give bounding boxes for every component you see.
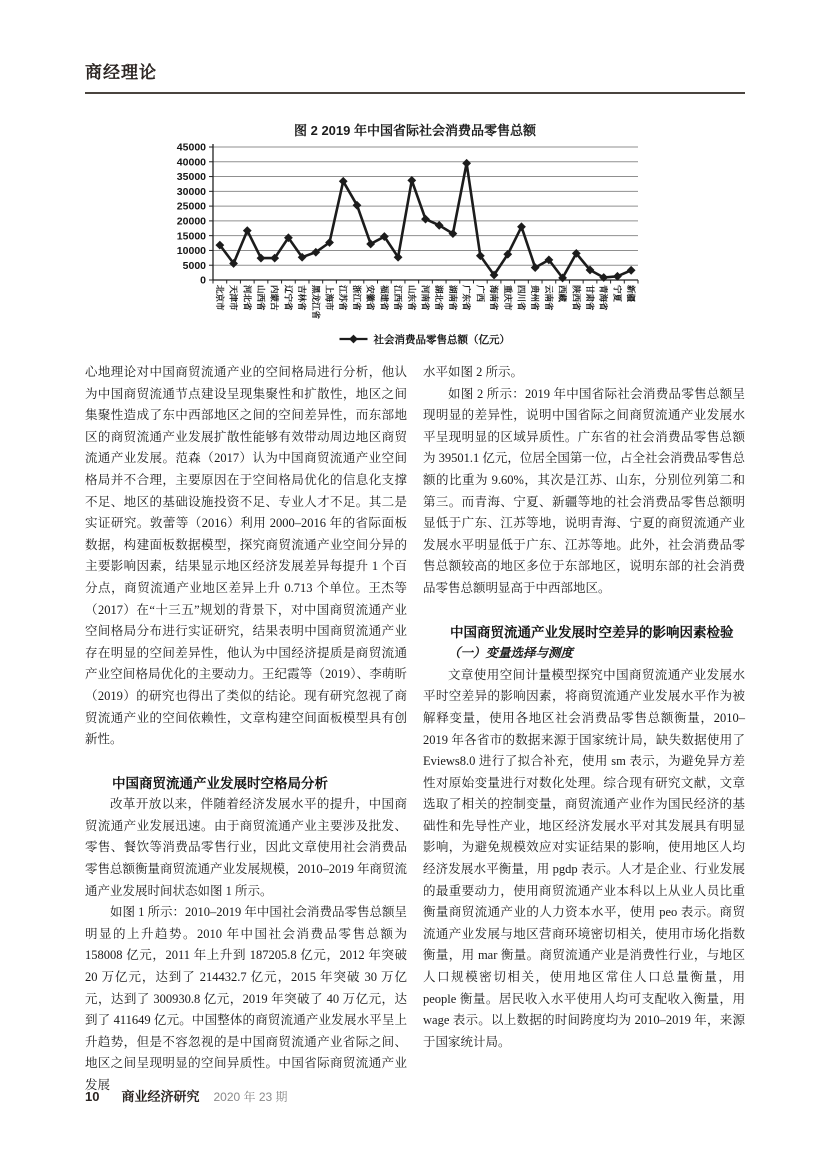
y-axis-tick-label: 15000 (176, 230, 206, 243)
x-axis-tick-label: 浙江省 (352, 285, 362, 311)
data-point-marker (243, 226, 252, 235)
y-axis-tick-label: 30000 (176, 185, 206, 198)
data-point-marker (257, 254, 266, 263)
x-axis-tick-label: 陕西省 (571, 285, 582, 311)
x-axis-tick-label: 云南省 (543, 285, 554, 311)
x-axis-tick-label: 广西 (475, 285, 486, 303)
x-axis-tick-label: 海南省 (489, 285, 499, 311)
x-axis-tick-label: 湖南省 (447, 285, 458, 311)
journal-name: 商业经济研究 (121, 1089, 200, 1104)
x-axis-tick-label: 江苏省 (338, 285, 349, 311)
x-axis-tick-label: 福建省 (379, 285, 390, 311)
y-axis-tick-label: 35000 (176, 171, 206, 184)
paragraph: 水平如图 2 所示。 (423, 365, 524, 379)
legend-marker-icon (349, 335, 358, 344)
y-axis-tick-label: 0 (200, 274, 206, 287)
figure-title: 图 2 2019 年中国省际社会消费品零售总额 (294, 123, 536, 138)
data-point-marker (462, 159, 471, 168)
data-point-marker (517, 222, 526, 231)
right-column (423, 362, 745, 1097)
legend-label: 社会消费品零售总额（亿元） (373, 333, 510, 346)
x-axis-tick-label: 吉林省 (297, 285, 308, 311)
paragraph: 如图 1 所示：2010–2019 年中国社会消费品零售总额呈明显的上升趋势。2010 年中国社会消费品零售总额为 158008 亿元，2011 年上升到 187205.8 亿元，2012 年突破 20 万亿元，达到了 214432.7 亿元，2015 年突破 30 万亿元，达到了 300930.8 亿元，2019 年突破了 40 万亿元，达到了 411649 亿元。中国整体的商贸流通产业发展水平呈上升趋势，但是不容忽视的是中国商贸流通产业省际之间、地区之间呈现明显的空间异质性。中国省际商贸流通产业发展 (85, 905, 407, 1092)
x-axis-tick-label: 广东省 (461, 285, 472, 311)
x-axis-tick-label: 四川省 (516, 285, 527, 311)
x-axis-tick-label: 安徽省 (365, 285, 376, 311)
y-axis-tick-label: 25000 (176, 200, 206, 213)
y-axis-tick-label: 45000 (176, 142, 206, 154)
x-axis-tick-label: 河南省 (420, 285, 431, 311)
page-header: 商经理论 (85, 58, 745, 94)
data-point-marker (407, 176, 416, 185)
data-point-marker (627, 266, 636, 275)
x-axis-tick-label: 北京市 (214, 285, 225, 311)
paragraph: 文章使用空间计量模型探究中国商贸流通产业发展水平时空差异的影响因素，将商贸流通产业发展水平作为被解释变量，使用各地区社会消费品零售总额衡量，2010–2019 年各省市的数据来源于国家统计局，缺失数据使用了 Eviews8.0 进行了拟合补充，使用 sm 表示，为避免异方差性对原始变量进行对数化处理。综合现有研究文献，文章选取了相关的控制变量，商贸流通产业作为国民经济的基础性和先导性产业，地区经济发展水平对其发展具有明显影响，为避免规模效应对实证结果的影响，使用地区人均经济发展水平衡量，用 pgdp 表示。人才是企业、行业发展的最重要动力，使用商贸流通产业本科以上从业人员比重衡量商贸流通产业的人力资本水平，使用 peo 表示。商贸流通产业发展与地区营商环境密切相关，使用市场化指数衡量，用 mar 衡量。商贸流通产业是消费性行业，与地区人口规模密切相关，使用地区常住人口总量衡量，用 people 衡量。居民收入水平使用人均可支配收入衡量，用 wage 表示。以上数据的时间跨度均为 2010–2019 年，来源于国家统计局。 (423, 667, 745, 1049)
x-axis-tick-label: 天津市 (228, 285, 239, 311)
x-axis-tick-label: 上海市 (324, 285, 335, 311)
left-column (85, 362, 407, 1097)
x-axis-tick-label: 辽宁省 (283, 285, 294, 311)
x-axis-tick-label: 甘肃省 (585, 285, 595, 311)
paragraph: 心地理论对中国商贸流通产业的空间格局进行分析，他认为中国商贸流通节点建设呈现集聚性和扩散性，地区之间集聚性造成了东中西部地区之间的空间差异性，而东部地区的商贸流通产业发展扩散性能够有效带动周边地区商贸流通产业发展。范森（2017）认为中国商贸流通产业空间格局并不合理，主要原因在于空间格局优化的信息化支撑不足、地区的基础设施投资不足、专业人才不足。其二是实证研究。敦蕾等（2016）利用 2000–2016 年的省际面板数据，构建面板数据模型，探究商贸流通产业空间分异的主要影响因素，结果显示地区经济发展差异每提升 1 个百分点，商贸流通产业地区差异上升 0.713 个单位。王杰等（2017）在“十三五”规划的背景下，对中国商贸流通产业空间格局分布进行实证研究，结果表明中国商贸流通产业存在明显的空间差异性，他认为中国经济提质是商贸流通产业空间格局优化的主要动力。王纪霞等（2019）、李萌昕（2019）的研究也得出了类似的结论。现有研究忽视了商贸流通产业的空间依赖性，文章构建空间面板模型具有创新性。 (85, 365, 407, 747)
paragraph: 如图 2 所示：2019 年中国省际社会消费品零售总额呈现明显的差异性，说明中国省际之间商贸流通产业发展水平呈现明显的区域异质性。广东省的社会消费品零售总额为 39501.1 亿元，位居全国第一位，占全社会消费品零售总额的比重为 9.60%，其次是江苏、山东，分别位列第二和第三。而青海、宁夏、新疆等地的社会消费品零售总额明显低于广东、江苏等地，说明青海、宁夏的商贸流通产业发展水平明显低于广东、江苏等地。此外，社会消费品零售总额较高的地区多位于东部地区，说明东部的社会消费品零售总额明显高于中西部地区。 (423, 386, 745, 595)
x-axis-tick-label: 江西省 (393, 285, 404, 311)
x-axis-tick-label: 宁夏 (612, 285, 623, 303)
x-axis-tick-label: 贵州省 (530, 285, 541, 311)
x-axis-tick-label: 山西省 (256, 285, 266, 311)
x-axis-tick-label: 内蒙古 (269, 285, 280, 311)
page-footer (85, 1086, 288, 1105)
x-axis-tick-label: 重庆市 (502, 285, 513, 311)
y-axis-tick-label: 40000 (176, 156, 206, 169)
paragraph: 改革开放以来，伴随着经济发展水平的提升，中国商贸流通产业发展迅速。由于商贸流通产业主要涉及批发、零售、餐饮等消费品零售行业，因此文章使用社会消费品零售总额衡量商贸流通产业发展规模，2010–2019 年商贸流通产业发展时间状态如图 1 所示。 (85, 797, 407, 898)
x-axis-tick-label: 青海省 (598, 285, 609, 311)
y-axis-tick-label: 5000 (182, 259, 206, 272)
x-axis-tick-label: 黑龙江省 (310, 285, 321, 320)
figure-2-block (85, 122, 745, 354)
article-columns (85, 362, 745, 1097)
section-heading: 中国商贸流通产业发展时空差异的影响因素检验 (450, 624, 734, 640)
x-axis-tick-label: 新疆 (626, 285, 637, 303)
subsection-heading: （一）变量选择与测度 (448, 646, 574, 661)
issue-label: 2020 年 23 期 (213, 1090, 288, 1104)
x-axis-tick-label: 河北省 (242, 285, 253, 311)
y-axis-tick-label: 20000 (176, 215, 206, 228)
section-heading: 中国商贸流通产业发展时空格局分析 (112, 775, 328, 791)
y-axis-tick-label: 10000 (176, 245, 206, 258)
x-axis-tick-label: 西藏 (557, 285, 568, 303)
x-axis-tick-label: 湖北省 (434, 285, 445, 311)
page-number: 10 (85, 1089, 100, 1104)
line-chart (85, 142, 745, 354)
x-axis-tick-label: 山东省 (406, 285, 417, 311)
data-point-marker (421, 215, 430, 224)
